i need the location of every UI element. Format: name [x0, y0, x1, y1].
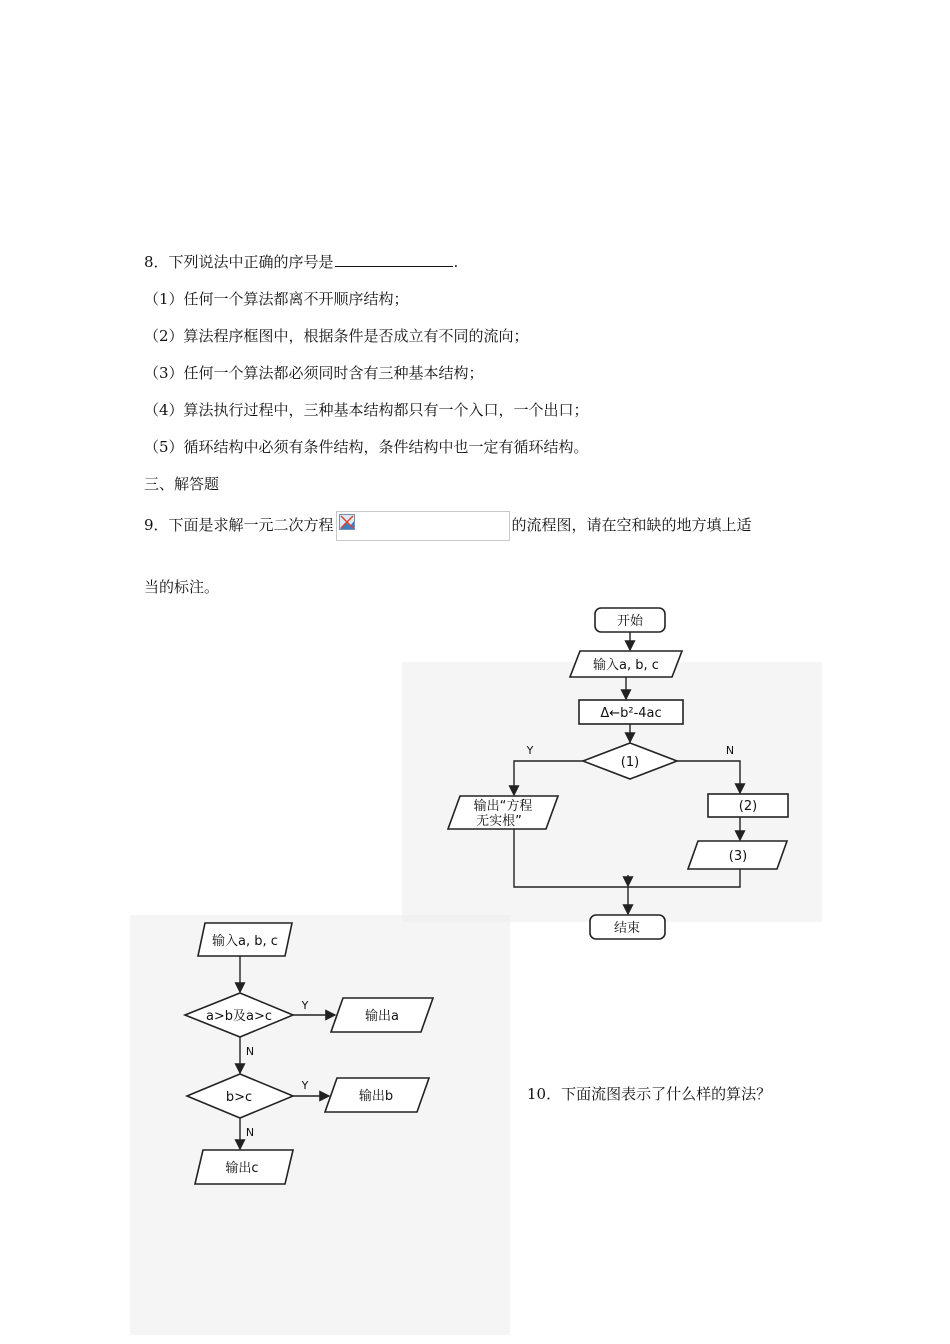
assign-label: Δ←b²-4ac — [600, 706, 662, 721]
q10-decision-1-label: a>b及a>c — [205, 1009, 273, 1024]
q10-output-b-label: 输出b — [358, 1089, 394, 1104]
q9-flowchart — [440, 603, 800, 948]
answer-blank[interactable] — [335, 252, 453, 267]
q8-item-1: （1）任何一个算法都离不开顺序结构； — [144, 290, 409, 308]
q10-flowchart — [175, 918, 445, 1193]
q10-stem: 10．下面流图表示了什么样的算法？ — [527, 1085, 772, 1103]
no-label: N — [725, 744, 735, 757]
q10-yes-2: Y — [301, 1079, 309, 1092]
q10-yes-1: Y — [301, 999, 309, 1012]
q8-stem: 8．下列说法中正确的序号是 . — [144, 253, 459, 271]
decision-label: (1) — [620, 755, 640, 770]
q10-output-c-label: 输出c — [225, 1161, 259, 1176]
section-title: 三、解答题 — [144, 475, 220, 493]
q10-no-1: N — [245, 1045, 255, 1058]
q8-item-3: （3）任何一个算法都必须同时含有三种基本结构； — [144, 364, 484, 382]
q10-decision-2-label: b>c — [225, 1090, 253, 1105]
formula-image-placeholder — [336, 511, 510, 541]
output-no-root-line2: 无实根” — [476, 814, 522, 829]
output-no-root-line1: 输出“方程 — [473, 799, 533, 814]
start-label: 开始 — [616, 614, 644, 629]
end-label: 结束 — [613, 921, 641, 936]
q10-input-label: 输入a, b, c — [212, 934, 278, 949]
q9-stem-line2: 当的标注。 — [144, 578, 220, 596]
blank3-label: (3) — [728, 849, 748, 864]
input-label: 输入a, b, c — [593, 658, 659, 673]
q8-item-5: （5）循环结构中必须有条件结构，条件结构中也一定有循环结构。 — [144, 438, 589, 456]
yes-label: Y — [526, 744, 534, 757]
broken-image-icon — [339, 514, 355, 530]
blank2-label: (2) — [738, 799, 758, 814]
q10-no-2: N — [245, 1126, 255, 1139]
q10-output-a-label: 输出a — [365, 1009, 399, 1024]
q8-item-2: （2）算法程序框图中，根据条件是否成立有不同的流向； — [144, 327, 529, 345]
q8-item-4: （4）算法执行过程中，三种基本结构都只有一个入口，一个出口； — [144, 401, 589, 419]
q9-stem: 9．下面是求解一元二次方程 的流程图，请在空和缺的地方填上适 — [144, 511, 752, 541]
